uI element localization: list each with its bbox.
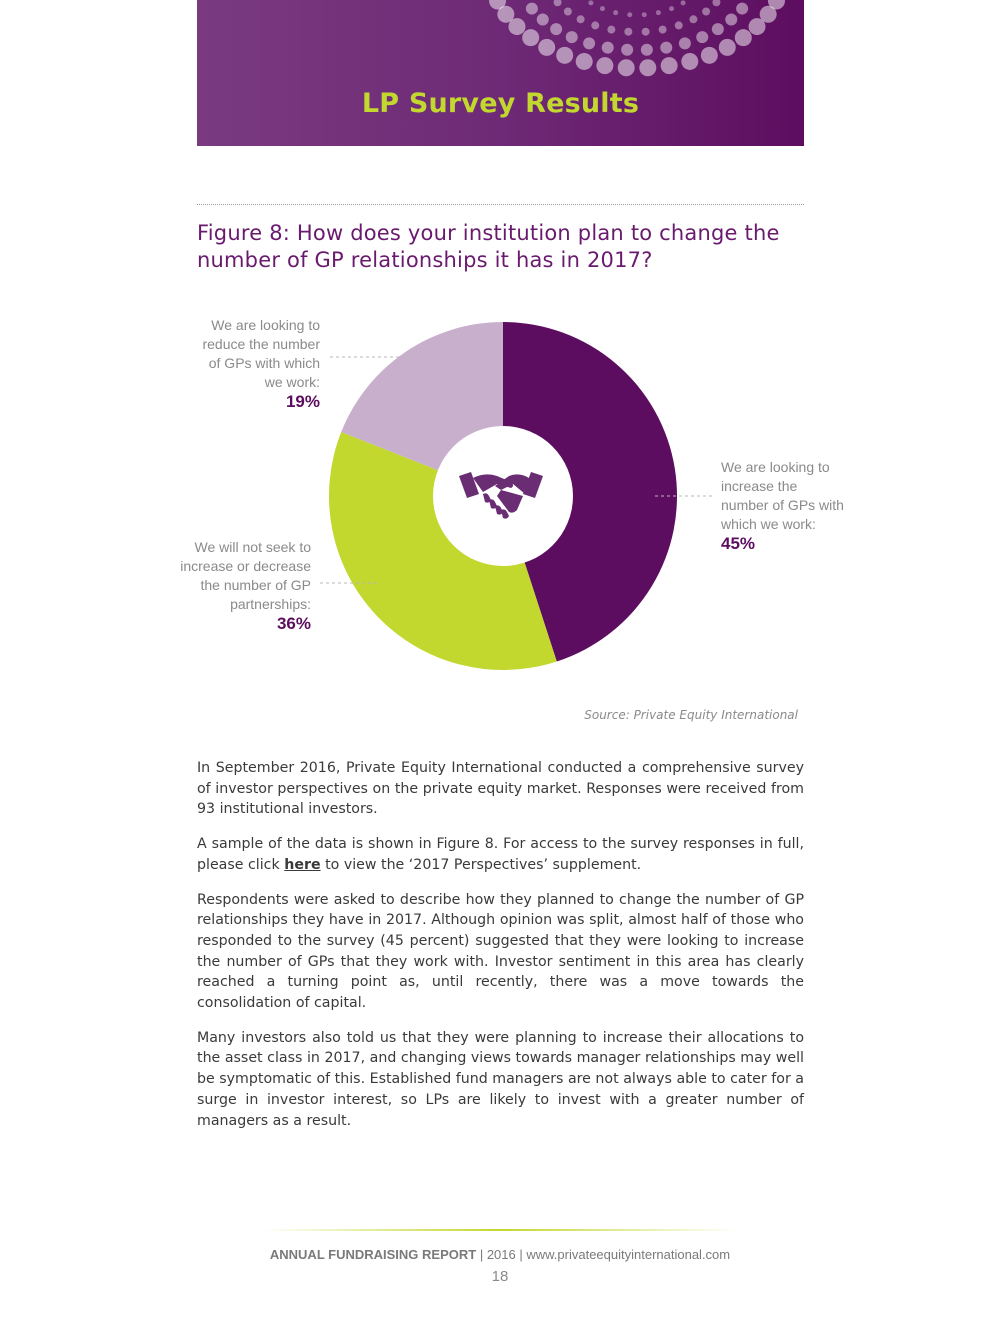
callout-reduce [190,316,320,411]
footer-separator: | [476,1247,487,1262]
figure-title: Figure 8: How does your institution plan to change the number of GP relationships it has in 2017? [197,221,780,272]
footer-year: 2016 [486,1247,516,1262]
callout-increase [721,458,846,553]
here-link[interactable]: here [284,856,321,873]
callout-increase-value: 45% [721,534,756,553]
paragraph-1: In September 2016, Private Equity International conducted a comprehensive survey of investor perspectives on the private equity market. Responses were received from 93 institutional investors. [197,760,804,818]
callout-reduce-label: We are looking to reduce the number of GPs with which we work: [202,317,320,390]
paragraph-2-start: A sample of the data is shown in Figure 8. For access to the survey responses in full, please click [197,836,804,873]
chart-source: Source: Private Equity International [584,708,798,722]
footer-separator: | [515,1247,527,1262]
paragraph-4: Many investors also told us that they were planning to increase their allocations to the asset class in 2017, and changing views towards manager relationships may well be symptomatic of this. Established fund managers are not always able to cater for a surge in investor interest, so LPs are likely to invest with a greater number of managers as a result. [197,1029,804,1129]
callout-neutral [180,538,311,633]
footer-divider [262,1229,738,1231]
page-title: LP Survey Results [361,88,640,119]
footer-report-name: ANNUAL FUNDRAISING REPORT [269,1247,477,1262]
callout-increase-label: We are looking to increase the number of GPs with which we work: [721,459,844,532]
footer-url: www.privateequityinternational.com [526,1247,731,1262]
callout-neutral-label: We will not seek to increase or decrease the number of GP partnerships: [180,539,311,612]
footer-text [0,1247,1000,1262]
page-number: 18 [491,1268,509,1285]
callout-reduce-value: 19% [285,392,320,411]
paragraph-2 [197,834,804,875]
paragraph-2-end: to view the ‘2017 Perspectives’ supplement. [320,856,642,873]
callout-neutral-value: 36% [276,614,311,633]
paragraph-3: Respondents were asked to describe how they planned to change the number of GP relationships they have in 2017. Although opinion was split, almost half of those who responded to the survey (45 percent) suggested that they were looking to increase the number of GPs that they work with. Investor sentiment in this area has clearly reached a turning point as, until recently, there was a move towards the consolidation of capital. [197,891,804,1012]
article-body [197,758,804,1145]
